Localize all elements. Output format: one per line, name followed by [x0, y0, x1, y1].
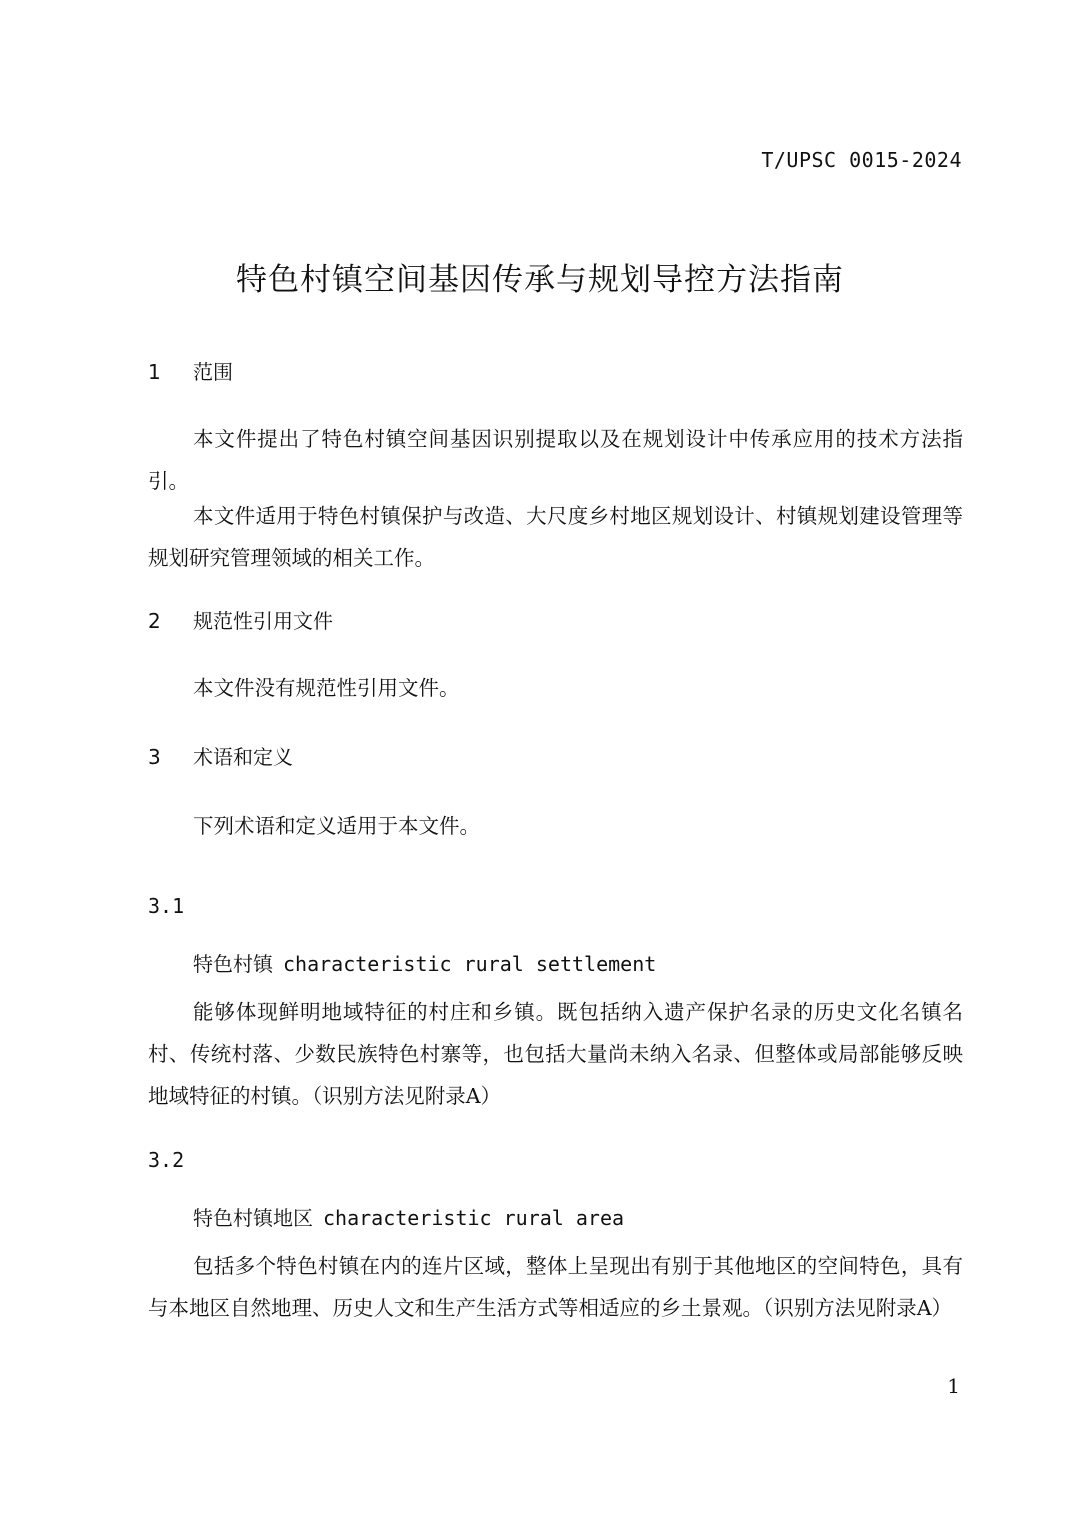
- term-entry: [193, 948, 656, 977]
- section-number: 3: [148, 745, 161, 769]
- document-title: 特色村镇空间基因传承与规划导控方法指南: [236, 262, 844, 298]
- section-title: 范围: [193, 360, 233, 384]
- section-number: 2: [148, 609, 161, 633]
- section-number: 1: [148, 360, 161, 384]
- scope-paragraph-2: 本文件适用于特色村镇保护与改造、大尺度乡村地区规划设计、村镇规划建设管理等规划研究管理领域的相关工作。: [148, 504, 963, 570]
- clause-number: 3.1: [148, 894, 185, 918]
- section-title: 规范性引用文件: [193, 609, 333, 633]
- term-definition: 包括多个特色村镇在内的连片区域，整体上呈现出有别于其他地区的空间特色，具有与本地区自然地理、历史人文和生产生活方式等相适应的乡土景观。（识别方法见附录A）: [148, 1254, 963, 1320]
- scope-paragraph-1: 本文件提出了特色村镇空间基因识别提取以及在规划设计中传承应用的技术方法指引。: [148, 427, 963, 493]
- section-heading-terms: [148, 741, 293, 770]
- section-heading-scope: [148, 356, 233, 385]
- term-definition: 能够体现鲜明地域特征的村庄和乡镇。既包括纳入遗产保护名录的历史文化名镇名村、传统村落、少数民族特色村寨等，也包括大量尚未纳入名录、但整体或局部能够反映地域特征的村镇。（识别方法见附录A）: [148, 1000, 963, 1108]
- term-entry: [193, 1202, 624, 1231]
- page-number: 1: [947, 1374, 960, 1398]
- section-title: 术语和定义: [193, 745, 293, 769]
- term-english: characteristic rural settlement: [283, 952, 657, 976]
- term-english: characteristic rural area: [323, 1206, 625, 1230]
- terms-intro-paragraph: 下列术语和定义适用于本文件。: [193, 814, 480, 838]
- section-heading-normative-references: [148, 605, 333, 634]
- standard-code: T/UPSC 0015-2024: [761, 148, 962, 172]
- term-chinese: 特色村镇: [193, 952, 273, 976]
- clause-number: 3.2: [148, 1148, 185, 1172]
- normative-references-paragraph: 本文件没有规范性引用文件。: [193, 676, 460, 700]
- term-chinese: 特色村镇地区: [193, 1206, 313, 1230]
